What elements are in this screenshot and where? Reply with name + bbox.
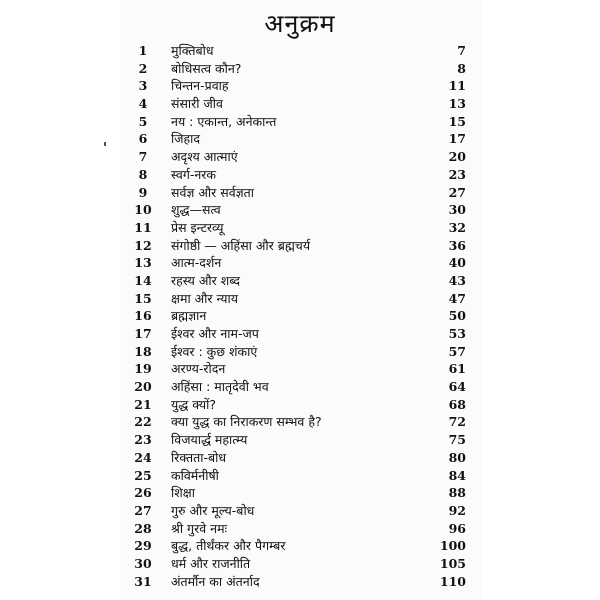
toc-entry: [0, 573, 600, 591]
entry-number: 24: [134, 449, 152, 465]
entry-page-number: 96: [448, 520, 466, 536]
entry-number: 9: [138, 184, 148, 200]
entry-page-number: 40: [448, 255, 466, 271]
toc-entry: [0, 343, 600, 361]
entry-page-number: 47: [448, 290, 466, 306]
entry-title: गुरु और मूल्य-बोध: [171, 502, 255, 518]
toc-entry: [0, 130, 600, 148]
entry-title: संगोष्ठी — अहिंसा और ब्रह्मचर्य: [171, 237, 311, 253]
entry-page-number: 61: [448, 361, 466, 377]
entry-page-number: 110: [439, 573, 466, 589]
entry-title: नय : एकान्त, अनेकान्त: [171, 113, 277, 129]
entry-title: चिन्तन-प्रवाह: [171, 78, 229, 94]
table-of-contents: [0, 42, 600, 590]
toc-entry: [0, 555, 600, 573]
entry-number: 12: [134, 237, 152, 253]
entry-page-number: 27: [448, 184, 466, 200]
entry-title: स्वर्ग-नरक: [171, 166, 217, 182]
toc-entry: [0, 254, 600, 272]
entry-title: अरण्य-रोदन: [171, 361, 226, 377]
toc-entry: [0, 378, 600, 396]
entry-title: ईश्वर और नाम-जप: [171, 326, 259, 341]
entry-title: अंतर्मौन का अंतर्नाद: [171, 573, 260, 589]
toc-entry: [0, 431, 600, 449]
toc-entry: [0, 60, 600, 78]
entry-number: 19: [134, 361, 152, 377]
toc-entry: [0, 77, 600, 95]
toc-entry: [0, 325, 600, 343]
entry-number: 21: [134, 396, 152, 412]
toc-entry: [0, 113, 600, 131]
entry-number: 25: [134, 467, 152, 483]
entry-number: 26: [134, 485, 152, 501]
entry-number: 1: [138, 43, 148, 58]
entry-number: 28: [134, 520, 152, 536]
toc-entry: [0, 272, 600, 290]
entry-title: ब्रह्मज्ञान: [171, 308, 207, 324]
toc-entry: [0, 237, 600, 255]
entry-page-number: 72: [448, 414, 466, 430]
entry-page-number: 32: [448, 219, 466, 235]
entry-title: प्रेस इन्टरव्यू: [171, 219, 224, 235]
toc-entry: [0, 42, 600, 60]
toc-entry: [0, 413, 600, 431]
entry-number: 16: [134, 308, 152, 324]
entry-number: 30: [134, 555, 152, 571]
entry-page-number: 15: [448, 113, 466, 129]
toc-entry: [0, 95, 600, 113]
entry-title: विजयार्द्ध महात्म्य: [171, 432, 248, 448]
entry-page-number: 100: [439, 538, 466, 554]
entry-number: 15: [134, 290, 152, 306]
entry-page-number: 7: [457, 43, 466, 58]
entry-number: 11: [134, 219, 152, 235]
entry-page-number: 68: [448, 396, 466, 412]
entry-title: शिक्षा: [171, 485, 195, 501]
entry-number: 7: [138, 149, 148, 165]
entry-page-number: 36: [448, 237, 466, 253]
toc-entry: [0, 449, 600, 467]
entry-title: रिक्तता-बोध: [171, 449, 227, 465]
entry-title: अहिंसा : मातृदेवी भव: [171, 379, 269, 395]
toc-entry: [0, 201, 600, 219]
page-title: अनुक्रम: [264, 9, 336, 38]
entry-number: 8: [138, 166, 148, 182]
entry-number: 29: [134, 538, 152, 554]
toc-entry: [0, 396, 600, 414]
toc-entry: [0, 520, 600, 538]
entry-page-number: 8: [457, 60, 466, 76]
entry-number: 31: [134, 573, 152, 589]
entry-page-number: 57: [448, 343, 466, 359]
entry-page-number: 105: [439, 555, 466, 571]
toc-entry: [0, 360, 600, 378]
entry-page-number: 75: [448, 432, 466, 448]
entry-title: संसारी जीव: [171, 96, 223, 112]
toc-entry: [0, 219, 600, 237]
entry-number: 5: [138, 113, 148, 129]
entry-title: बुद्ध, तीर्थंकर और पैगम्बर: [171, 538, 286, 554]
entry-number: 27: [134, 502, 152, 518]
entry-number: 23: [134, 432, 152, 448]
entry-number: 6: [138, 131, 148, 147]
toc-entry: [0, 467, 600, 485]
entry-number: 4: [138, 96, 148, 112]
toc-entry: [0, 148, 600, 166]
entry-page-number: 50: [448, 308, 466, 324]
entry-number: 20: [134, 379, 152, 395]
toc-entry: [0, 184, 600, 202]
entry-title: रहस्य और शब्द: [171, 272, 241, 288]
entry-page-number: 11: [448, 78, 466, 94]
entry-title: क्षमा और न्याय: [171, 290, 238, 306]
entry-number: 2: [138, 60, 148, 76]
entry-title: श्री गुरवे नमः: [171, 520, 228, 536]
entry-title: युद्ध क्यों?: [171, 396, 217, 412]
entry-page-number: 23: [448, 166, 466, 182]
toc-entry: [0, 502, 600, 520]
entry-title: जिहाद: [171, 131, 201, 147]
toc-entry: [0, 307, 600, 325]
entry-page-number: 64: [448, 379, 466, 395]
entry-number: 22: [134, 414, 152, 430]
entry-number: 18: [134, 343, 152, 359]
entry-title: ईश्वर : कुछ शंकाएं: [171, 343, 258, 359]
entry-page-number: 80: [448, 449, 466, 465]
entry-title: शुद्ध—सत्व: [171, 202, 221, 218]
toc-entry: [0, 290, 600, 308]
entry-title: मुक्तिबोध: [171, 43, 214, 58]
entry-page-number: 13: [448, 96, 466, 112]
toc-entry: [0, 537, 600, 555]
entry-title: धर्म और राजनीति: [171, 555, 251, 571]
entry-title: आत्म-दर्शन: [171, 255, 222, 271]
toc-entry: [0, 484, 600, 502]
entry-page-number: 88: [448, 485, 466, 501]
entry-number: 10: [134, 202, 152, 218]
entry-page-number: 84: [448, 467, 466, 483]
entry-page-number: 20: [448, 149, 466, 165]
entry-number: 13: [134, 255, 152, 271]
entry-page-number: 43: [448, 272, 466, 288]
entry-title: सर्वज्ञ और सर्वज्ञता: [171, 184, 255, 200]
entry-title: अदृश्य आत्माएं: [171, 149, 238, 165]
entry-page-number: 30: [448, 202, 466, 218]
entry-page-number: 53: [448, 326, 466, 341]
entry-number: 17: [134, 326, 152, 341]
entry-title: कविर्मनीषी: [171, 467, 219, 483]
entry-title: क्या युद्ध का निराकरण सम्भव है?: [171, 414, 322, 430]
entry-page-number: 17: [448, 131, 466, 147]
toc-entry: [0, 166, 600, 184]
entry-number: 3: [138, 78, 148, 94]
entry-number: 14: [134, 272, 152, 288]
entry-page-number: 92: [448, 502, 466, 518]
entry-title: बोधिसत्व कौन?: [171, 60, 242, 76]
